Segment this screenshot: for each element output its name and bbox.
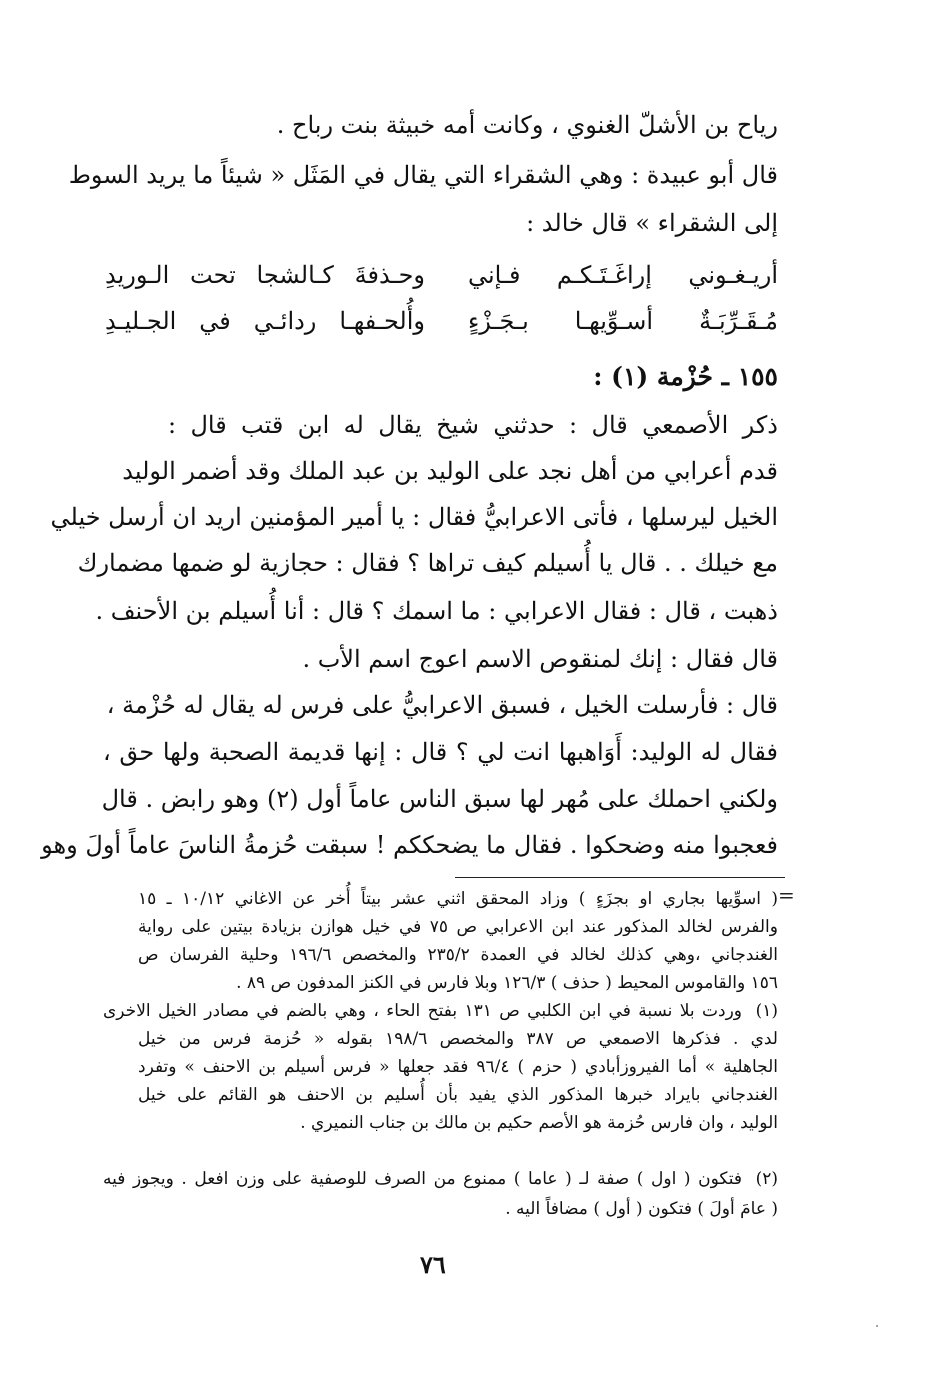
footnote-line: الغندجاني ،وهي كذلك لخالد في العمدة ٢٣٥/٢ والمخصص ١٩٦/٦ وحلية الفرسان ص <box>138 945 778 965</box>
footnote-continuation-mark: = <box>778 883 795 907</box>
text-line: ذكر الأصمعي قال : حدثني شيخ يقال له ابن قتب قال : <box>168 411 778 439</box>
footnote-separator <box>455 877 785 878</box>
footnote-number: (٢) <box>755 1169 778 1189</box>
page-number: ٧٦ <box>420 1250 446 1279</box>
footnote-line: لدي . فذكرها الاصمعي ص ٣٨٧ والمخصص ١٩٨/٦ بقوله « حُزمة فرس من خيل <box>138 1029 778 1049</box>
footnote-line: والفرس لخالد المذكور عند ابن الاعرابي ص ٧٥ في خيل هوازن بزيادة بيتين على رواية <box>138 917 778 937</box>
footnote-line: الجاهلية » أما الفيروزأبادي ( حزم ) ٩٦/٤ فقد جعلها « فرس أسيلم بن الاحنف » وتفرد <box>138 1057 778 1077</box>
text-line: ذهبت ، قال : فقال الاعرابي : ما اسمك ؟ قال : أنا أُسيلم بن الأحنف . <box>95 597 778 625</box>
footnote-line: فتكون ( اول ) صفة لـ ( عاما ) ممنوع من الصرف للوصفية على وزن افعل . ويجوز فيه <box>103 1169 742 1189</box>
text-line: قال : فأرسلت الخيل ، فسبق الاعرابيُّ على فرس له يقال له حُزْمة ، <box>106 691 778 719</box>
text-line: قدم أعرابي من أهل نجد على الوليد بن عبد الملك وقد أضمر الوليد <box>122 457 778 485</box>
footnote-line: وردت بلا نسبة في ابن الكلبي ص ١٣١ بفتح الحاء ، وهي بالضم في مصادر الخيل الاخرى <box>103 1001 742 1021</box>
text-line: قال فقال : إنك لمنقوص الاسم اعوج اسم الأب . <box>302 645 778 673</box>
footnote-line: الغندجاني بايراد خبرها المذكور الذي يفيد بأن أُسليم بن الاحنف هو القائم على خيل <box>138 1085 778 1105</box>
text-line: فقال له الوليد: أَوَاهبها انت لي ؟ قال : إنها قديمة الصحبة ولها حق ، <box>103 738 778 766</box>
verse-hemistich-second: وحـذفةَ كـالشجا تحت الـوريدِ <box>105 261 425 289</box>
footnote-line: ( عامَ أولَ ) فتكون ( أول ) مضافاً اليه . <box>505 1199 778 1219</box>
text-line: فعجبوا منه وضحكوا . فقال ما يضحككم ! سبقت حُزمةُ الناسَ عاماً أولَ وهو <box>41 831 778 859</box>
footnote-number: (١) <box>755 1001 778 1021</box>
text-line: ولكني احملك على مُهر لها سبق الناس عاماً أول (٢) وهو رابض . قال <box>101 785 778 813</box>
footnote-line: ( اسوِّيها بجاري او بجزَءٍ ) وزاد المحقق اثني عشر بيتاً أُخر عن الاغاني ١٠/١٢ ـ ١٥ <box>138 889 778 909</box>
text-line: رياح بن الأشلّ الغنوي ، وكانت أمه خبيثة بنت رباح . <box>276 111 778 139</box>
verse-hemistich-second: وأُلحـفهـا ردائـي في الجـليـدِ <box>105 307 425 335</box>
text-line: إلى الشقراء » قال خالد : <box>526 209 778 237</box>
verse-hemistich-first: مُـقَـرِّبَـةٌ أسـوِّيهـا بـجَـزْءٍ <box>468 307 778 335</box>
text-line: الخيل ليرسلها ، فأتى الاعرابيُّ فقال : يا أمير المؤمنين اريد ان أرسل خيلي <box>50 503 778 531</box>
scan-speck <box>876 1325 878 1327</box>
text-line: قال أبو عبيدة : وهي الشقراء التي يقال في المَثَل « شيئاً ما يريد السوط <box>68 161 778 189</box>
footnote-line: ١٥٦ والقاموس المحيط ( حذف ) ١٢٦/٣ وبلا فارس في الكنز المدفون ص ٨٩ . <box>236 973 778 993</box>
entry-heading: ١٥٥ ـ حُزْمة (١) : <box>593 362 778 391</box>
verse-hemistich-first: أريـغـوني إراغَـتَـكـم فـإني <box>468 261 778 289</box>
footnote-line: الوليد ، وان فارس حُزمة هو الأصم حكيم بن مالك بن جناب النميري . <box>300 1113 778 1133</box>
text-line: مع خيلك . . قال يا أُسيلم كيف تراها ؟ فقال : حجازية لو ضمها مضمارك <box>77 549 778 577</box>
